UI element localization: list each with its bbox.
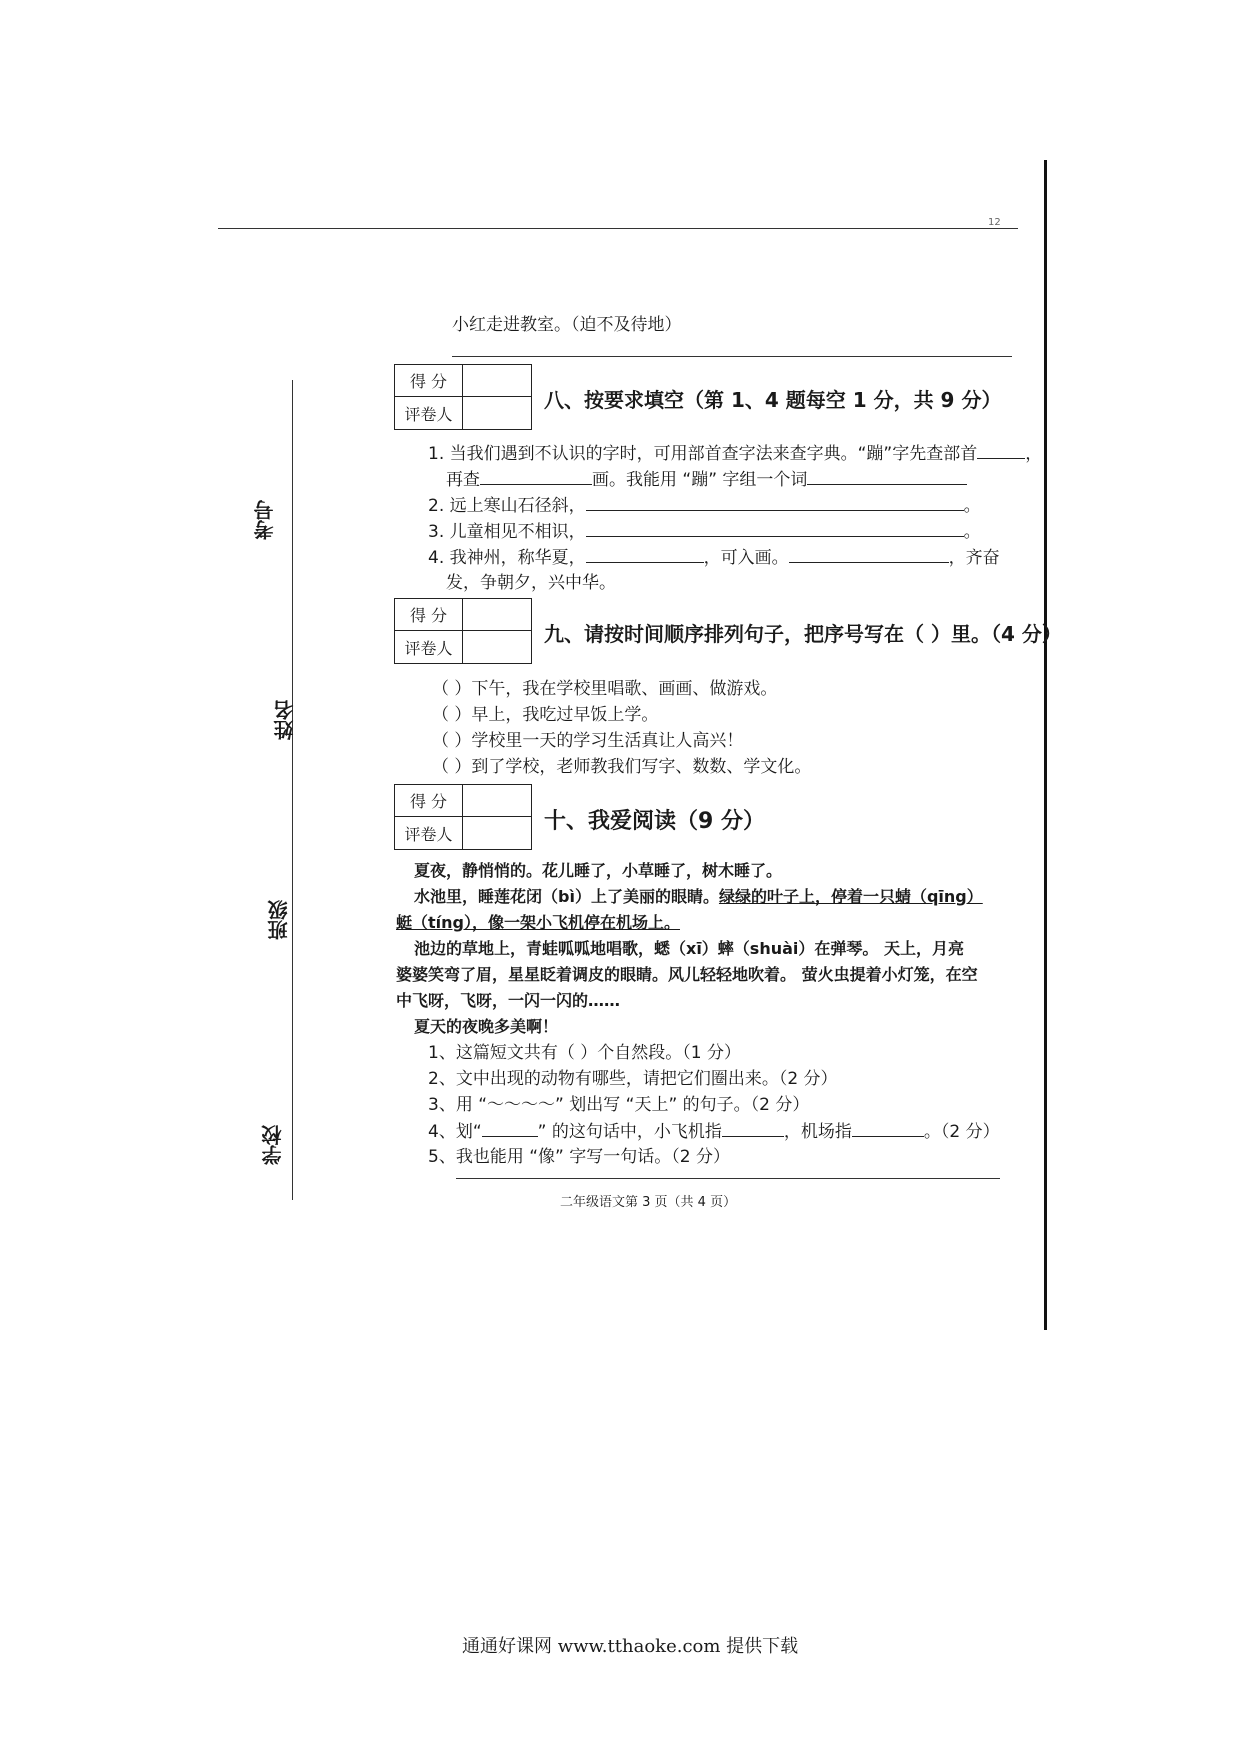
s10-q4-airport-blank[interactable] (852, 1120, 924, 1137)
score-label: 得 分 (395, 785, 463, 817)
grader-label: 评卷人 (395, 817, 463, 849)
s10-q4-airplane-blank[interactable] (722, 1120, 784, 1137)
score-box-section-10 (394, 784, 532, 850)
s9-item-4[interactable]: （ ）到了学校，老师教我们写字、数数、学文化。 (432, 757, 812, 777)
s8-q1-strokes-blank[interactable] (480, 468, 592, 485)
grader-cell[interactable] (463, 397, 531, 429)
reading-p2-line2: 蜓（tíng），像一架小飞机停在机场上。 (396, 913, 680, 932)
s8-q1-radical-blank[interactable] (977, 442, 1025, 459)
carryover-question: 小红走进教室。（迫不及待地） (452, 315, 682, 335)
label-school: 学校 (261, 1125, 285, 1165)
grader-label: 评卷人 (395, 397, 463, 429)
grader-label: 评卷人 (395, 631, 463, 663)
s10-q3: 3、用 “～～～～” 划出写 “天上” 的句子。（2 分） (428, 1095, 810, 1115)
page-corner-mark: 12 (988, 217, 1001, 228)
score-cell[interactable] (463, 365, 531, 397)
score-box-section-9 (394, 598, 532, 664)
s10-q4-underline-sample (482, 1120, 538, 1137)
reading-p4: 夏天的夜晚多美啊！ (414, 1017, 559, 1036)
reading-p3-line3: 中飞呀，飞呀，一闪一闪的…… (396, 991, 621, 1010)
score-cell[interactable] (463, 599, 531, 631)
s10-q4: 4、划“ ” 的这句话中，小飞机指 ，机场指 。（2 分） (428, 1122, 1000, 1142)
s9-item-3[interactable]: （ ）学校里一天的学习生活真让人高兴！ (432, 731, 744, 751)
carryover-answer-line (452, 356, 1012, 357)
section-10-title: 十、我爱阅读（9 分） (544, 809, 765, 834)
reading-p3-line1: 池边的草地上，青蛙呱呱地唱歌，蟋（xī）蟀（shuài）在弹琴。 天上，月亮 (414, 939, 964, 958)
s8-q2-blank[interactable] (586, 494, 964, 511)
s10-q1: 1、这篇短文共有（ ）个自然段。（1 分） (428, 1043, 741, 1063)
label-student-name: 姓名 (273, 700, 297, 740)
s9-item-1[interactable]: （ ）下午，我在学校里唱歌、画画、做游戏。 (432, 679, 778, 699)
score-box-section-8 (394, 364, 532, 430)
grader-cell[interactable] (463, 817, 531, 849)
reading-p1: 夏夜，静悄悄的。花儿睡了，小草睡了，树木睡了。 (414, 861, 783, 880)
reading-p2-line1: 水池里，睡莲花闭（bì）上了美丽的眼睛。绿绿的叶子上，停着一只蜻（qīng） (414, 887, 983, 906)
s10-q2: 2、文中出现的动物有哪些，请把它们圈出来。（2 分） (428, 1069, 838, 1089)
section-9-title: 九、请按时间顺序排列句子，把序号写在（ ）里。（4 分） (544, 622, 1062, 646)
label-class: 班级 (267, 900, 291, 940)
score-label: 得 分 (395, 599, 463, 631)
section-8-title: 八、按要求填空（第 1、4 题每空 1 分，共 9 分） (544, 388, 1002, 412)
s8-q1-word-blank[interactable] (807, 468, 967, 485)
s8-q4-blank-2[interactable] (789, 546, 949, 563)
s9-item-2[interactable]: （ ）早上，我吃过早饭上学。 (432, 705, 659, 725)
s8-q2: 2. 远上寒山石径斜， 。 (428, 496, 981, 516)
reading-p3-line2: 婆婆笑弯了眉，星星眨着调皮的眼睛。风儿轻轻地吹着。 萤火虫提着小灯笼，在空 (396, 965, 978, 984)
s10-q5-answer-line (456, 1178, 1000, 1179)
s8-q4-line2: 发，争朝夕，兴中华。 (446, 573, 616, 593)
top-border-line (218, 228, 1018, 229)
s10-q5: 5、我也能用 “像” 字写一句话。（2 分） (428, 1147, 730, 1167)
s8-q4-line1: 4. 我神州，称华夏， ，可入画。 ，齐奋 (428, 548, 1000, 568)
reading-underlined-sentence-a: 绿绿的叶子上，停着一只蜻（qīng） (718, 887, 983, 906)
download-watermark: 通通好课网 www.tthaoke.com 提供下载 (462, 1636, 799, 1657)
score-label: 得 分 (395, 365, 463, 397)
grader-cell[interactable] (463, 631, 531, 663)
s8-q4-blank-1[interactable] (586, 546, 704, 563)
page-number-footer: 二年级语文第 3 页（共 4 页） (560, 1195, 737, 1210)
label-exam-number: 考号 (253, 500, 277, 540)
s8-q1-line1: 1. 当我们遇到不认识的字时，可用部首查字法来查字典。“蹦”字先查部首 ， (428, 444, 1043, 464)
score-cell[interactable] (463, 785, 531, 817)
binding-line (292, 380, 293, 1200)
s8-q1-line2: 再查 画。我能用 “蹦” 字组一个词 (446, 468, 967, 491)
right-border-line (1044, 160, 1047, 1330)
s8-q3: 3. 儿童相见不相识， 。 (428, 522, 981, 542)
s8-q3-blank[interactable] (586, 520, 964, 537)
